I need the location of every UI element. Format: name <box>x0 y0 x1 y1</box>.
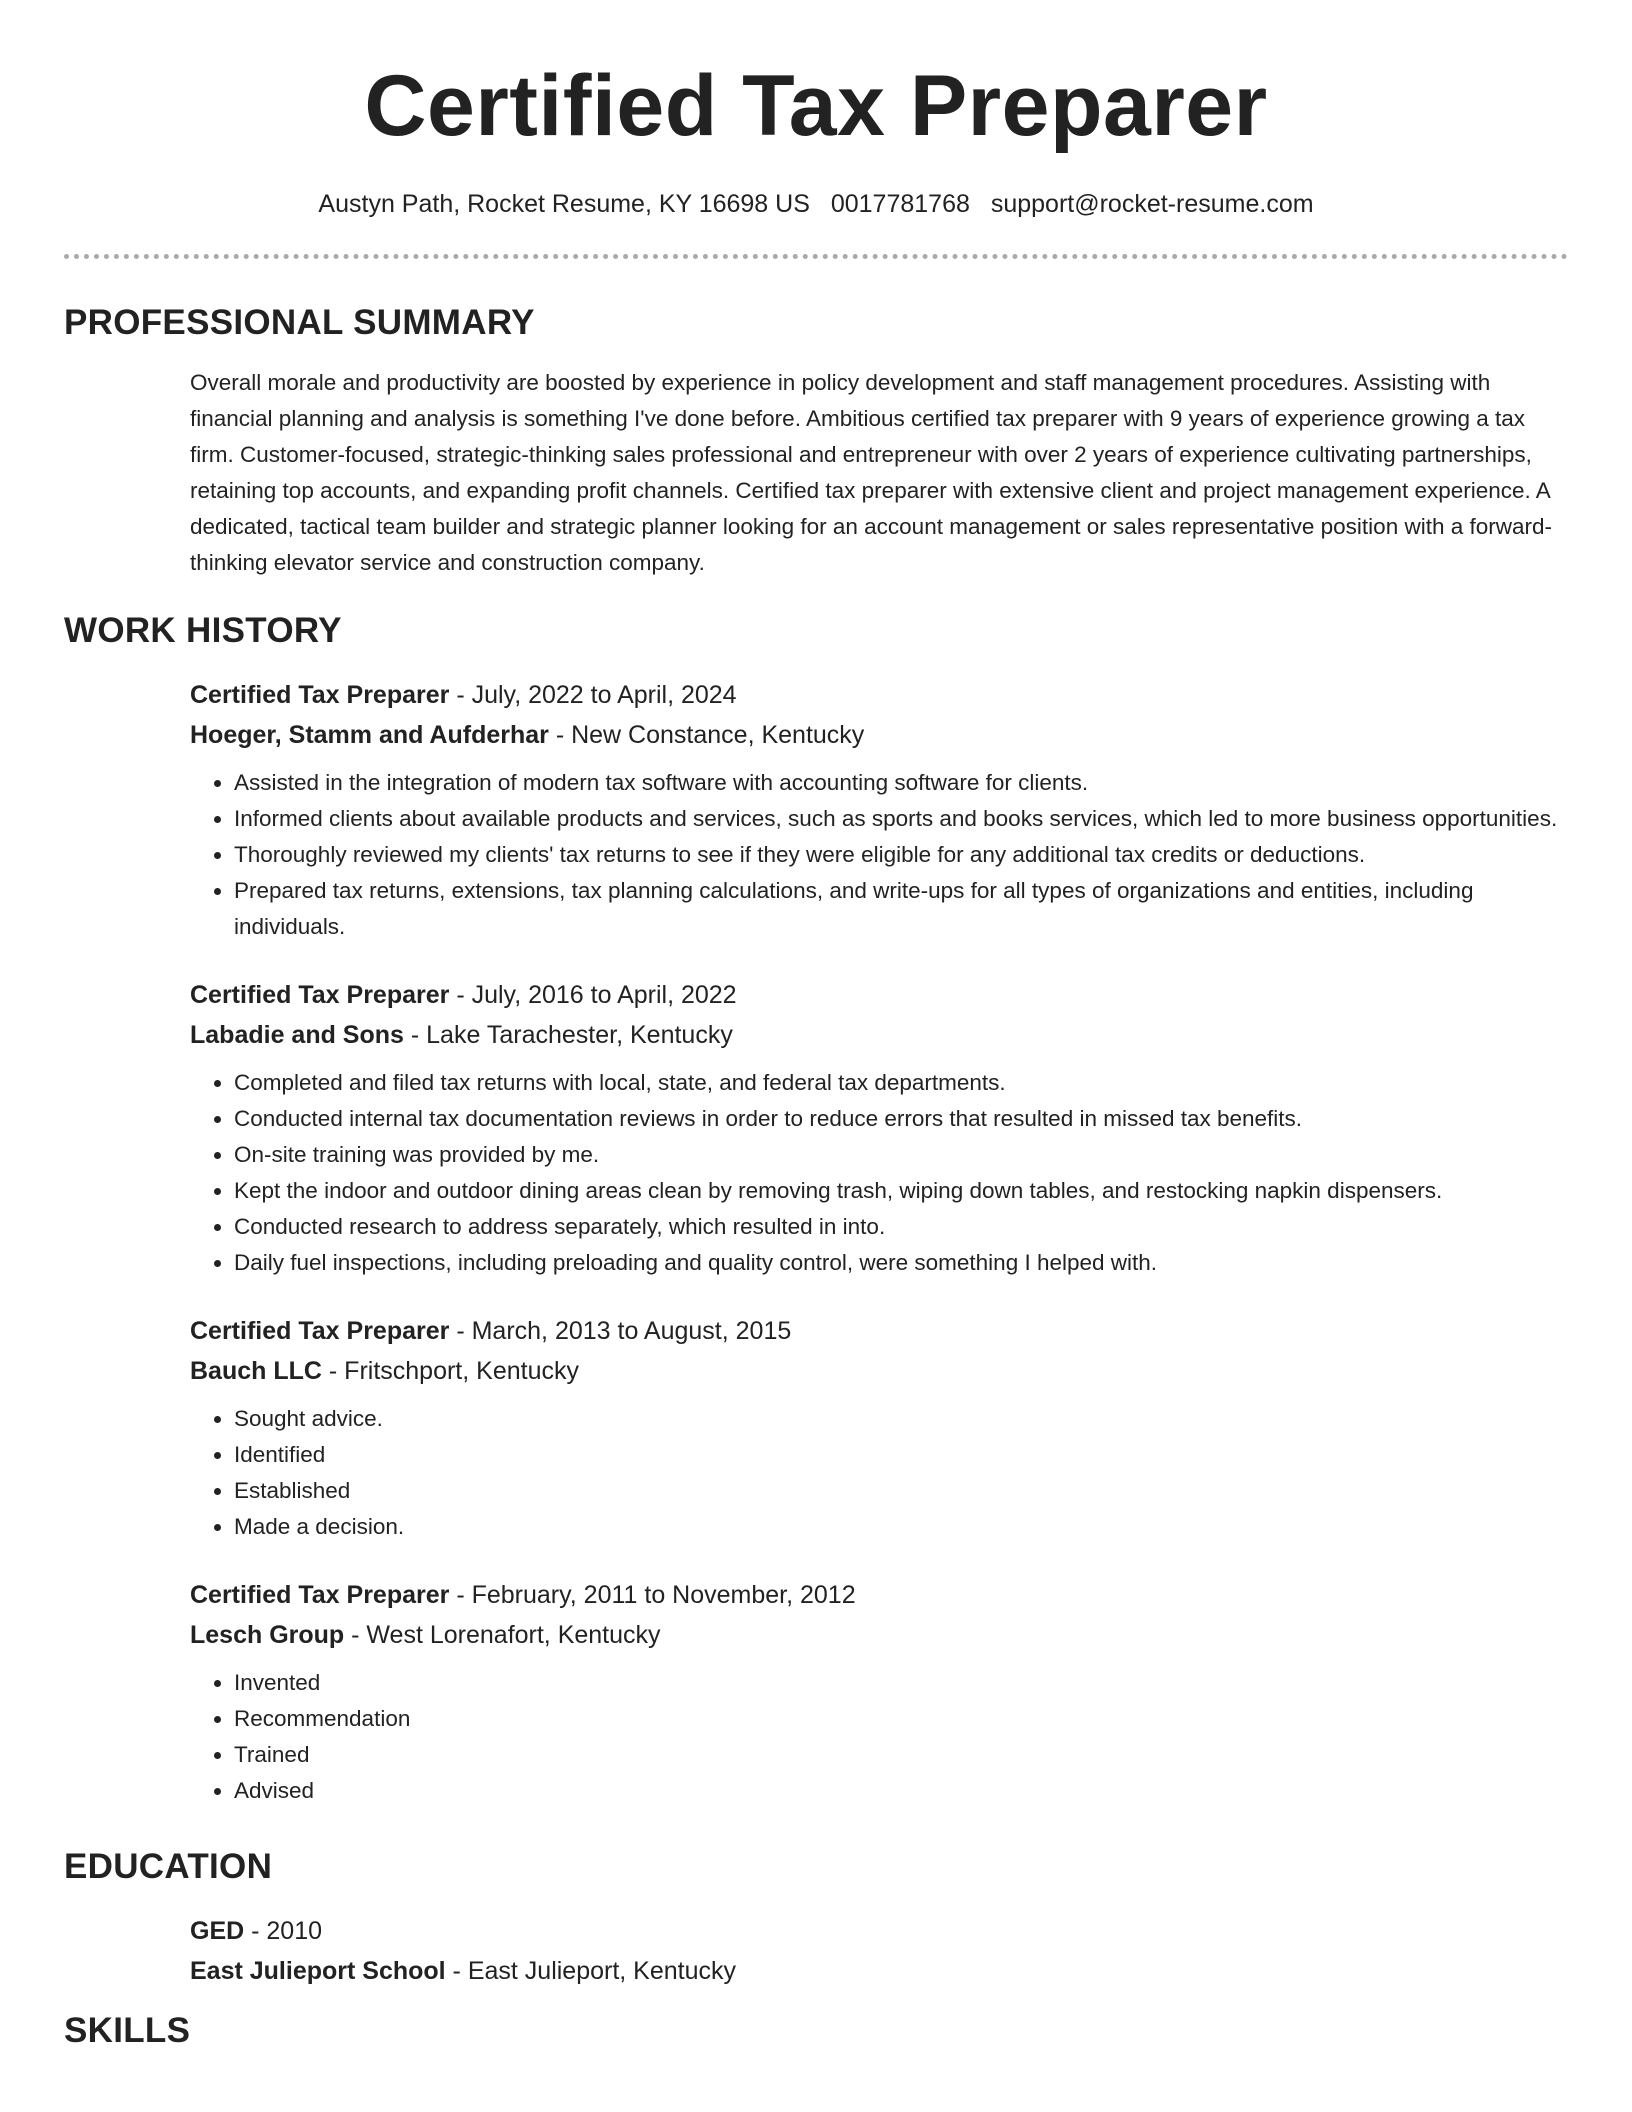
summary-heading: PROFESSIONAL SUMMARY <box>64 303 535 342</box>
summary-text: Overall morale and productivity are boosted by experience in policy development and staff management procedures. Assisting with financial planning and analysis is something I've done before. Ambitious certified tax preparer with 9 years of experience growing a tax firm. Customer-focused, strategic-thinking sales professional and entrepreneur with over 2 years of experience cultivating partnerships, retaining top accounts, and expanding profit channels. Certified tax preparer with extensive client and project management experience. A dedicated, tactical team builder and strategic planner looking for an account management or sales representative position with a forward-thinking elevator service and construction company. <box>190 370 1553 575</box>
job-title: Certified Tax Preparer <box>190 981 450 1009</box>
job-title: Certified Tax Preparer <box>190 681 450 709</box>
job-entry <box>64 1311 1568 1545</box>
contact-phone: 0017781768 <box>830 190 970 218</box>
job-entry <box>64 1575 1568 1809</box>
job-title: Certified Tax Preparer <box>190 1317 450 1345</box>
job-title-line <box>190 975 1568 1015</box>
job-bullet: • On-site training was provided by me. <box>234 1137 1568 1173</box>
header-divider <box>64 254 1568 259</box>
job-bullet: • Advised <box>234 1773 1568 1809</box>
job-bullet: • Kept the indoor and outdoor dining areas clean by removing trash, wiping down tables, and restocking napkin dispensers. <box>234 1173 1568 1209</box>
job-title-line <box>190 1311 1568 1351</box>
job-dates: - July, 2022 to April, 2024 <box>449 681 737 709</box>
job-location: - Lake Tarachester, Kentucky <box>403 1021 733 1049</box>
job-bullet: • Prepared tax returns, extensions, tax planning calculations, and write-ups for all types of organizations and entities, including individuals. <box>234 873 1568 945</box>
contact-line <box>64 188 1568 220</box>
job-company-line <box>190 1015 1568 1055</box>
job-title-line <box>190 1575 1568 1615</box>
job-bullet: • Conducted internal tax documentation reviews in order to reduce errors that resulted in missed tax benefits. <box>234 1101 1568 1137</box>
contact-email[interactable]: support@rocket-resume.com <box>990 190 1314 218</box>
job-company: Hoeger, Stamm and Aufderhar <box>190 721 549 749</box>
job-bullet: • Completed and filed tax returns with local, state, and federal tax departments. <box>234 1065 1568 1101</box>
education-degree-line <box>190 1911 1568 1951</box>
resume-page <box>64 0 1568 2053</box>
job-bullet: • Conducted research to address separately, which resulted in into. <box>234 1209 1568 1245</box>
job-entry <box>64 675 1568 945</box>
job-bullet: • Trained <box>234 1737 1568 1773</box>
education-year: - 2010 <box>244 1917 323 1945</box>
education-entry <box>64 1911 1568 1991</box>
education-degree: GED <box>190 1917 245 1945</box>
job-bullets <box>190 1065 1568 1281</box>
job-bullets <box>190 1401 1568 1545</box>
job-location: - New Constance, Kentucky <box>548 721 865 749</box>
education-heading: EDUCATION <box>64 1847 273 1886</box>
education-school: East Julieport School <box>190 1957 446 1985</box>
job-bullet: • Identified <box>234 1437 1568 1473</box>
job-bullet: • Made a decision. <box>234 1509 1568 1545</box>
work-history-heading: WORK HISTORY <box>64 611 342 650</box>
job-bullet: • Sought advice. <box>234 1401 1568 1437</box>
resume-title: Certified Tax Preparer <box>364 58 1268 154</box>
education-location: - East Julieport, Kentucky <box>445 1957 737 1985</box>
job-bullet: • Recommendation <box>234 1701 1568 1737</box>
job-bullet: • Thoroughly reviewed my clients' tax returns to see if they were eligible for any additional tax credits or deductions. <box>234 837 1568 873</box>
job-bullet: • Assisted in the integration of modern tax software with accounting software for clients. <box>234 765 1568 801</box>
skills-heading: SKILLS <box>64 2011 191 2050</box>
job-dates: - March, 2013 to August, 2015 <box>449 1317 792 1345</box>
job-entry <box>64 975 1568 1281</box>
job-bullet: • Invented <box>234 1665 1568 1701</box>
job-bullets <box>190 1665 1568 1809</box>
job-bullets <box>190 765 1568 945</box>
contact-address: Austyn Path, Rocket Resume, KY 16698 US <box>318 190 810 218</box>
job-company-line <box>190 1615 1568 1655</box>
job-company: Bauch LLC <box>190 1357 322 1385</box>
education-school-line <box>190 1951 1568 1991</box>
job-bullet: • Daily fuel inspections, including preloading and quality control, were something I helped with. <box>234 1245 1568 1281</box>
job-dates: - July, 2016 to April, 2022 <box>449 981 737 1009</box>
job-bullet: • Established <box>234 1473 1568 1509</box>
job-company-line <box>190 715 1568 755</box>
job-title-line <box>190 675 1568 715</box>
job-location: - West Lorenafort, Kentucky <box>344 1621 661 1649</box>
job-company: Lesch Group <box>190 1621 345 1649</box>
job-bullet: • Informed clients about available products and services, such as sports and books services, which led to more business opportunities. <box>234 801 1568 837</box>
job-dates: - February, 2011 to November, 2012 <box>449 1581 856 1609</box>
job-location: - Fritschport, Kentucky <box>321 1357 579 1385</box>
job-company: Labadie and Sons <box>190 1021 404 1049</box>
job-title: Certified Tax Preparer <box>190 1581 450 1609</box>
job-company-line <box>190 1351 1568 1391</box>
